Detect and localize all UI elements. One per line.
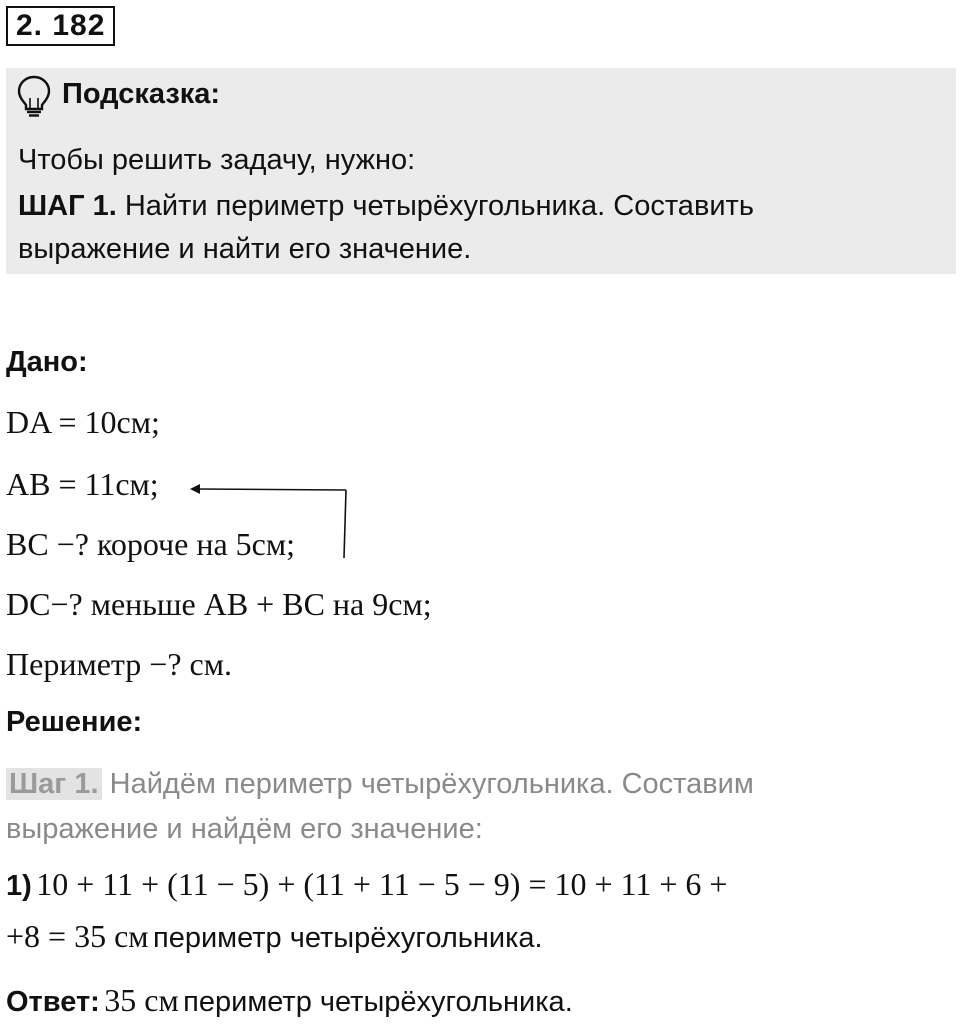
arrow-left-icon — [188, 480, 358, 565]
solution-expression-line1 — [6, 866, 727, 903]
answer-label: Ответ: — [6, 986, 100, 1018]
given-ab: AB = 11см; — [6, 466, 159, 502]
solution-heading: Решение: — [6, 706, 143, 738]
hint-step-line2: выражение и найти его значение. — [18, 233, 472, 265]
given-heading: Дано: — [6, 346, 88, 378]
solution-step-text: Найдём периметр четырёхугольника. Составим — [109, 768, 754, 800]
given-dc: DC−? меньше AB + BC на 9см; — [6, 586, 432, 622]
hint-title: Подсказка: — [62, 78, 221, 110]
hint-intro: Чтобы решить задачу, нужно: — [18, 144, 416, 176]
solution-expression: 10 + 11 + (11 − 5) + (11 + 11 − 5 − 9) = 10 + 11 + 6 + — [36, 866, 728, 902]
given-bc: BC −? короче на 5см; — [6, 526, 295, 562]
given-da: DA = 10см; — [6, 404, 160, 440]
solution-result-text: периметр четырёхугольника. — [153, 922, 543, 954]
solution-step-line2: выражение и найдём его значение: — [6, 813, 483, 845]
answer-value: 35 см — [104, 982, 179, 1018]
solution-step-label: Шаг 1. — [6, 768, 102, 800]
lightbulb-icon — [16, 74, 52, 123]
hint-step-label: ШАГ 1. — [18, 190, 117, 222]
answer-line — [6, 982, 573, 1019]
given-perimeter: Периметр −? см. — [6, 646, 232, 682]
task-number: 2. 182 — [6, 6, 115, 46]
solution-result: +8 = 35 см — [6, 918, 149, 954]
solution-item-label: 1) — [6, 870, 32, 902]
solution-expression-line2 — [6, 918, 543, 955]
hint-step-line1 — [18, 190, 754, 223]
solution-step-line1 — [6, 768, 754, 801]
hint-step-text: Найти периметр четырёхугольника. Составить — [124, 190, 754, 222]
answer-text: периметр четырёхугольника. — [183, 986, 573, 1018]
